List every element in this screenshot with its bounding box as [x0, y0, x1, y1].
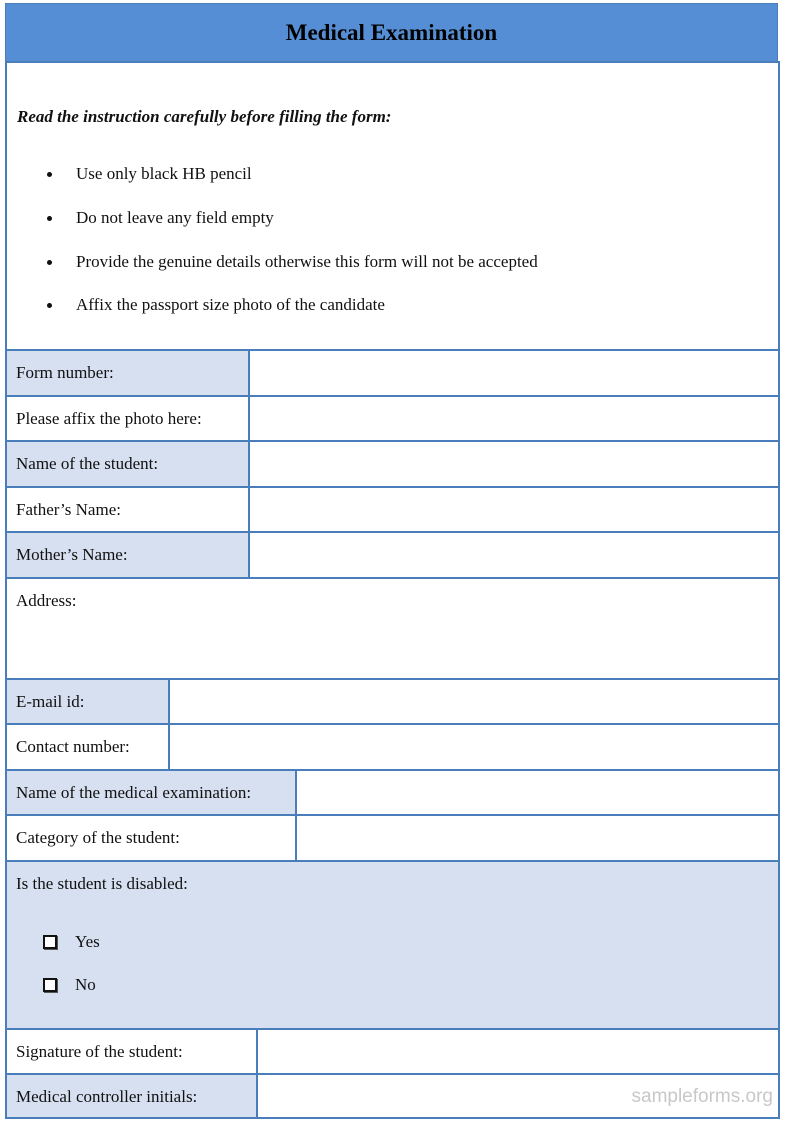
- father-name-row: [5, 486, 780, 531]
- instruction-item: Use only black HB pencil: [47, 164, 252, 184]
- form-number-row: [5, 349, 780, 395]
- exam-name-field[interactable]: [297, 771, 778, 814]
- disabled-yes-option[interactable]: [43, 932, 100, 952]
- category-label: Category of the student:: [7, 816, 297, 860]
- contact-field[interactable]: [170, 725, 778, 769]
- exam-name-row: [5, 769, 780, 814]
- controller-label: Medical controller initials:: [7, 1075, 258, 1119]
- no-label: No: [75, 975, 96, 994]
- student-name-field[interactable]: [250, 442, 778, 486]
- signature-label: Signature of the student:: [7, 1030, 258, 1073]
- email-row: [5, 678, 780, 723]
- address-label: Address:: [16, 591, 77, 610]
- yes-label: Yes: [75, 932, 100, 951]
- disabled-no-option[interactable]: [43, 975, 96, 995]
- address-row[interactable]: [5, 577, 780, 678]
- photo-row: [5, 395, 780, 440]
- photo-label: Please affix the photo here:: [7, 397, 250, 440]
- signature-row: [5, 1028, 780, 1073]
- bottom-border: [5, 1117, 780, 1119]
- student-name-row: [5, 440, 780, 486]
- checkbox-icon[interactable]: [43, 935, 57, 949]
- instruction-item: Affix the passport size photo of the candidate: [47, 295, 385, 315]
- mother-name-label: Mother’s Name:: [7, 533, 250, 577]
- instructions-section: [5, 61, 780, 351]
- email-field[interactable]: [170, 680, 778, 723]
- checkbox-icon[interactable]: [43, 978, 57, 992]
- photo-field[interactable]: [250, 397, 778, 440]
- form-number-field[interactable]: [250, 351, 778, 395]
- bullet-icon: [47, 303, 52, 308]
- instructions-heading: Read the instruction carefully before filling the form:: [17, 107, 392, 126]
- watermark: sampleforms.org: [631, 1086, 773, 1107]
- father-name-field[interactable]: [250, 488, 778, 531]
- mother-name-field[interactable]: [250, 533, 778, 577]
- category-row: [5, 814, 780, 860]
- category-field[interactable]: [297, 816, 778, 860]
- bullet-icon: [47, 172, 52, 177]
- disabled-label: Is the student is disabled:: [16, 874, 188, 893]
- exam-name-label: Name of the medical examination:: [7, 771, 297, 814]
- father-name-label: Father’s Name:: [7, 488, 250, 531]
- mother-name-row: [5, 531, 780, 577]
- bullet-icon: [47, 260, 52, 265]
- instruction-item: Do not leave any field empty: [47, 208, 274, 228]
- bullet-icon: [47, 216, 52, 221]
- email-label: E-mail id:: [7, 680, 170, 723]
- signature-field[interactable]: [258, 1030, 778, 1073]
- contact-label: Contact number:: [7, 725, 170, 769]
- form-number-label: Form number:: [7, 351, 250, 395]
- instruction-item: Provide the genuine details otherwise this form will not be accepted: [47, 252, 538, 272]
- form-title: Medical Examination: [5, 3, 778, 61]
- student-name-label: Name of the student:: [7, 442, 250, 486]
- contact-row: [5, 723, 780, 769]
- disabled-row: [5, 860, 780, 1028]
